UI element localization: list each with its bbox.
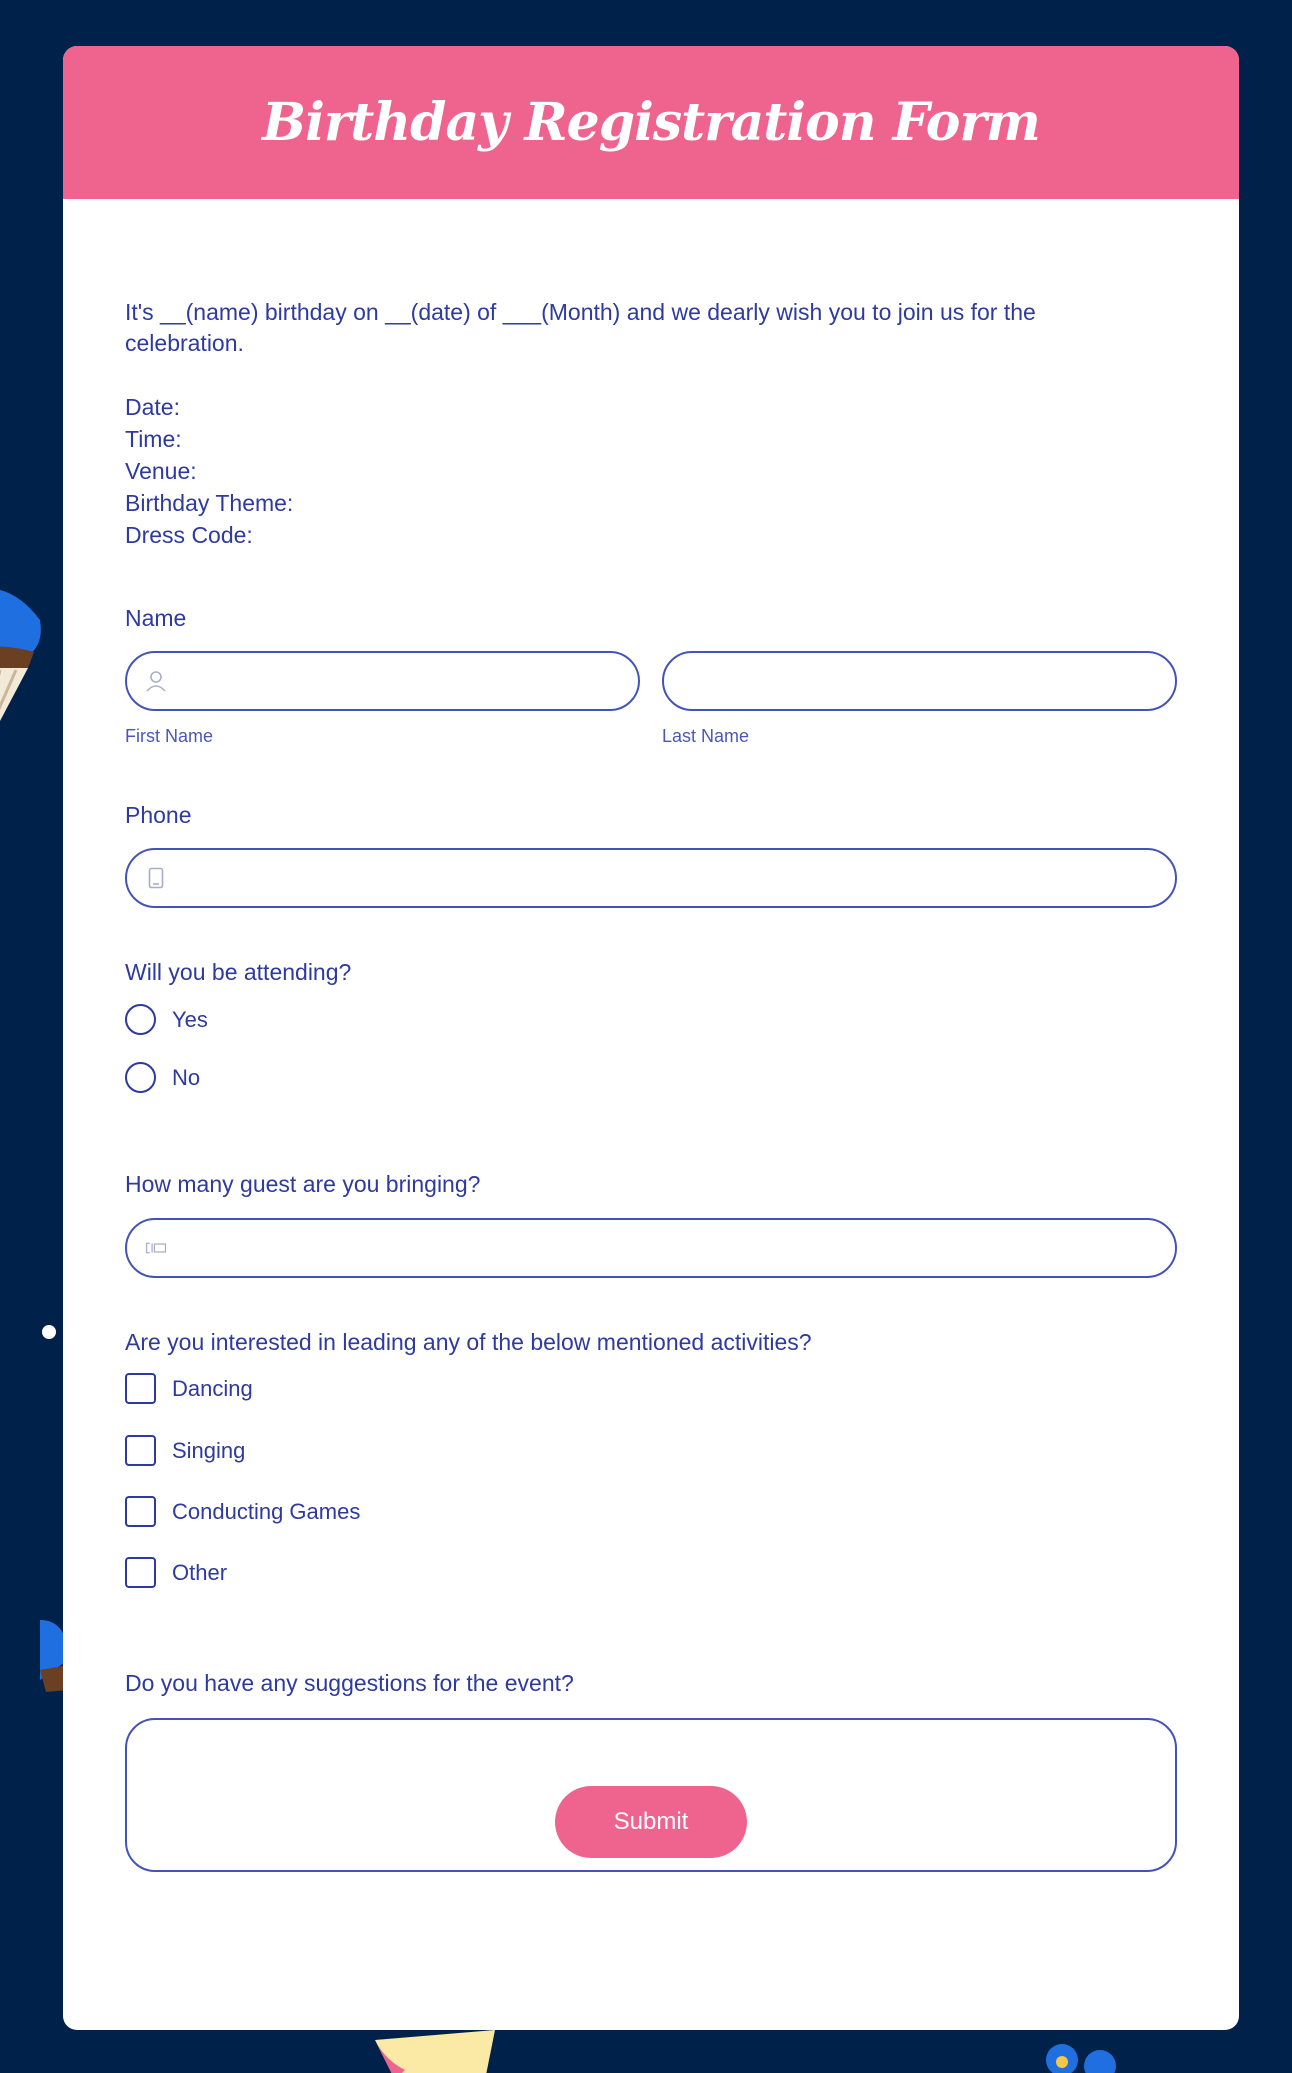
- detail-time: Time:: [125, 426, 182, 452]
- guests-label: How many guest are you bringing?: [125, 1171, 481, 1197]
- submit-button[interactable]: Submit: [555, 1786, 747, 1858]
- detail-date: Date:: [125, 394, 180, 420]
- first-name-sublabel: First Name: [125, 726, 214, 746]
- checkbox[interactable]: [125, 1373, 156, 1404]
- user-icon: [145, 670, 167, 692]
- bow-decoration-icon: [1040, 2040, 1130, 2073]
- cupcake-decoration-icon: [0, 580, 42, 740]
- last-name-sublabel: Last Name: [662, 726, 750, 746]
- name-label: Name: [125, 605, 187, 631]
- phone-label: Phone: [125, 802, 192, 828]
- phone-input[interactable]: [125, 848, 1177, 908]
- event-details: [125, 391, 293, 551]
- form-header: [63, 46, 1239, 199]
- attending-label: Will you be attending?: [125, 959, 352, 985]
- radio-button[interactable]: [125, 1004, 156, 1035]
- detail-theme: Birthday Theme:: [125, 490, 294, 516]
- detail-dress-code: Dress Code:: [125, 522, 253, 548]
- party-hat-decoration-icon: [375, 2030, 505, 2073]
- activity-option-conducting-games[interactable]: Conducting Games: [125, 1496, 360, 1527]
- checkbox[interactable]: [125, 1496, 156, 1527]
- last-name-input[interactable]: [662, 651, 1177, 711]
- form-title: Birthday Registration Form: [262, 92, 1040, 153]
- radio-button[interactable]: [125, 1062, 156, 1093]
- detail-venue: Venue:: [125, 458, 197, 484]
- cupcake-decoration-icon: [28, 1620, 68, 1730]
- number-icon: [145, 1237, 167, 1259]
- attending-option-no[interactable]: No: [125, 1062, 200, 1093]
- suggestions-label: Do you have any suggestions for the event?: [125, 1670, 574, 1696]
- attending-option-yes[interactable]: Yes: [125, 1004, 208, 1035]
- activity-option-singing[interactable]: Singing: [125, 1435, 245, 1466]
- checkbox[interactable]: [125, 1557, 156, 1588]
- checkbox[interactable]: [125, 1435, 156, 1466]
- activity-option-other[interactable]: Other: [125, 1557, 227, 1588]
- confetti-dot: [42, 1325, 56, 1339]
- intro-text: It's __(name) birthday on __(date) of ___(Month) and we dearly wish you to join us for the celebration.: [125, 299, 1036, 356]
- guests-number-input[interactable]: [125, 1218, 1177, 1278]
- activities-label: Are you interested in leading any of the below mentioned activities?: [125, 1329, 812, 1355]
- first-name-input[interactable]: [125, 651, 640, 711]
- form-card: [63, 46, 1239, 2030]
- activity-option-dancing[interactable]: Dancing: [125, 1373, 253, 1404]
- phone-icon: [145, 867, 167, 889]
